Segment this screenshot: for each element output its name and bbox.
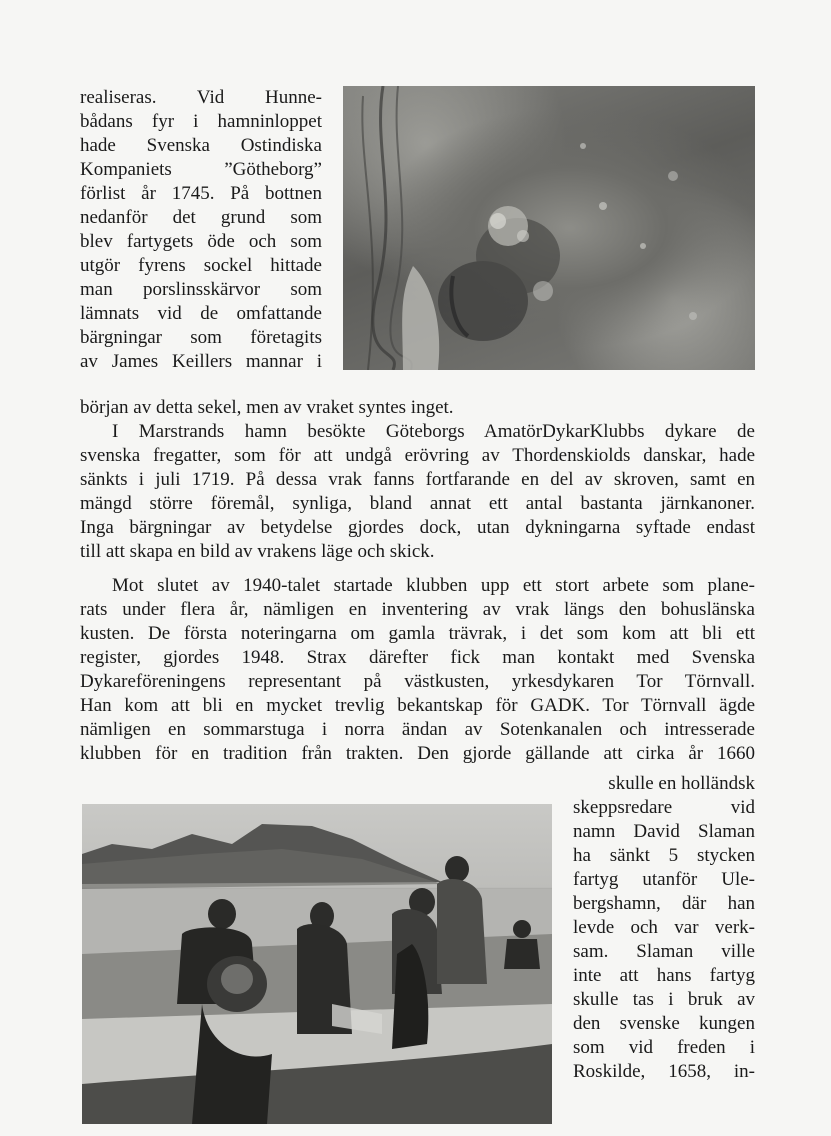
boat-scene-illustration (82, 804, 552, 1124)
text-line: bådans fyr i hamninloppet (80, 111, 322, 132)
text-line: utgör fyrens sockel hittade (80, 255, 322, 276)
text-line: skulle tas i bruk av (573, 989, 755, 1010)
text-line: skeppsredare vid (573, 797, 755, 818)
text-line: nedanför det grund som (80, 207, 322, 228)
text-line: rats under flera år, nämligen en inventering av vrak längs den bohuslänska (80, 599, 755, 620)
text-line: sam. Slaman ville (573, 941, 755, 962)
text-line: blev fartygets öde och som (80, 231, 322, 252)
text-line: den svenske kungen (573, 1013, 755, 1034)
text-line: bärgningar som företagits (80, 327, 322, 348)
text-line: svenska fregatter, som för att undgå erövring av Thordenskiolds danskar, hade (80, 445, 755, 466)
paragraph-first-line: Mot slutet av 1940-talet startade klubben upp ett stort arbete som plane- (112, 575, 755, 596)
text-line: realiseras. Vid Hunne- (80, 87, 322, 108)
text-line: Dykareföreningens representant på västkusten, yrkesdykaren Tor Törnvall. (80, 671, 755, 692)
text-line: hade Svenska Ostindiska (80, 135, 322, 156)
text-line: sänkts i juli 1719. På dessa vrak fanns fortfarande en del av skroven, samt en (80, 469, 755, 490)
text-line: till att skapa en bild av vrakens läge och skick. (80, 541, 435, 562)
paragraph-first-line: I Marstrands hamn besökte Göteborgs AmatörDykarKlubbs dykare de (112, 421, 755, 442)
text-line: register, gjordes 1948. Strax därefter fick man kontakt med Svenska (80, 647, 755, 668)
text-line: Han kom att bli en mycket trevlig bekantskap för GADK. Tor Törnvall ägde (80, 695, 755, 716)
underwater-diver-photo (343, 86, 755, 370)
text-line: man porslinsskärvor som (80, 279, 322, 300)
text-line: Kompaniets ”Götheborg” (80, 159, 322, 180)
text-line: av James Keillers mannar i (80, 351, 322, 372)
text-line: klubben för en tradition från trakten. Den gjorde gällande att cirka år 1660 (80, 743, 755, 764)
text-line: ha sänkt 5 stycken (573, 845, 755, 866)
divers-in-boat-photo (82, 804, 552, 1124)
text-line: levde och var verk- (573, 917, 755, 938)
text-line: lämnats vid de omfattande (80, 303, 322, 324)
text-line: mängd större föremål, synliga, bland annat ett antal bastanta järnkanoner. (80, 493, 755, 514)
text-line: kusten. De första noteringarna om gamla trävrak, i det som kom att bli ett (80, 623, 755, 644)
underwater-diver-illustration (343, 86, 755, 370)
text-line: Inga bärgningar av betydelse gjordes dock, utan dykningarna syftade endast (80, 517, 755, 538)
text-line: bergshamn, där han (573, 893, 755, 914)
text-line: nämligen en sommarstuga i norra ändan av Sotenkanalen och intresserade (80, 719, 755, 740)
text-line: skulle en holländsk (608, 773, 755, 794)
text-line: förlist år 1745. På bottnen (80, 183, 322, 204)
text-line: början av detta sekel, men av vraket syntes inget. (80, 397, 454, 418)
text-line: som vid freden i (573, 1037, 755, 1058)
text-line: fartyg utanför Ule- (573, 869, 755, 890)
text-line: inte att hans fartyg (573, 965, 755, 986)
text-line: namn David Slaman (573, 821, 755, 842)
text-line: Roskilde, 1658, in- (573, 1061, 755, 1082)
